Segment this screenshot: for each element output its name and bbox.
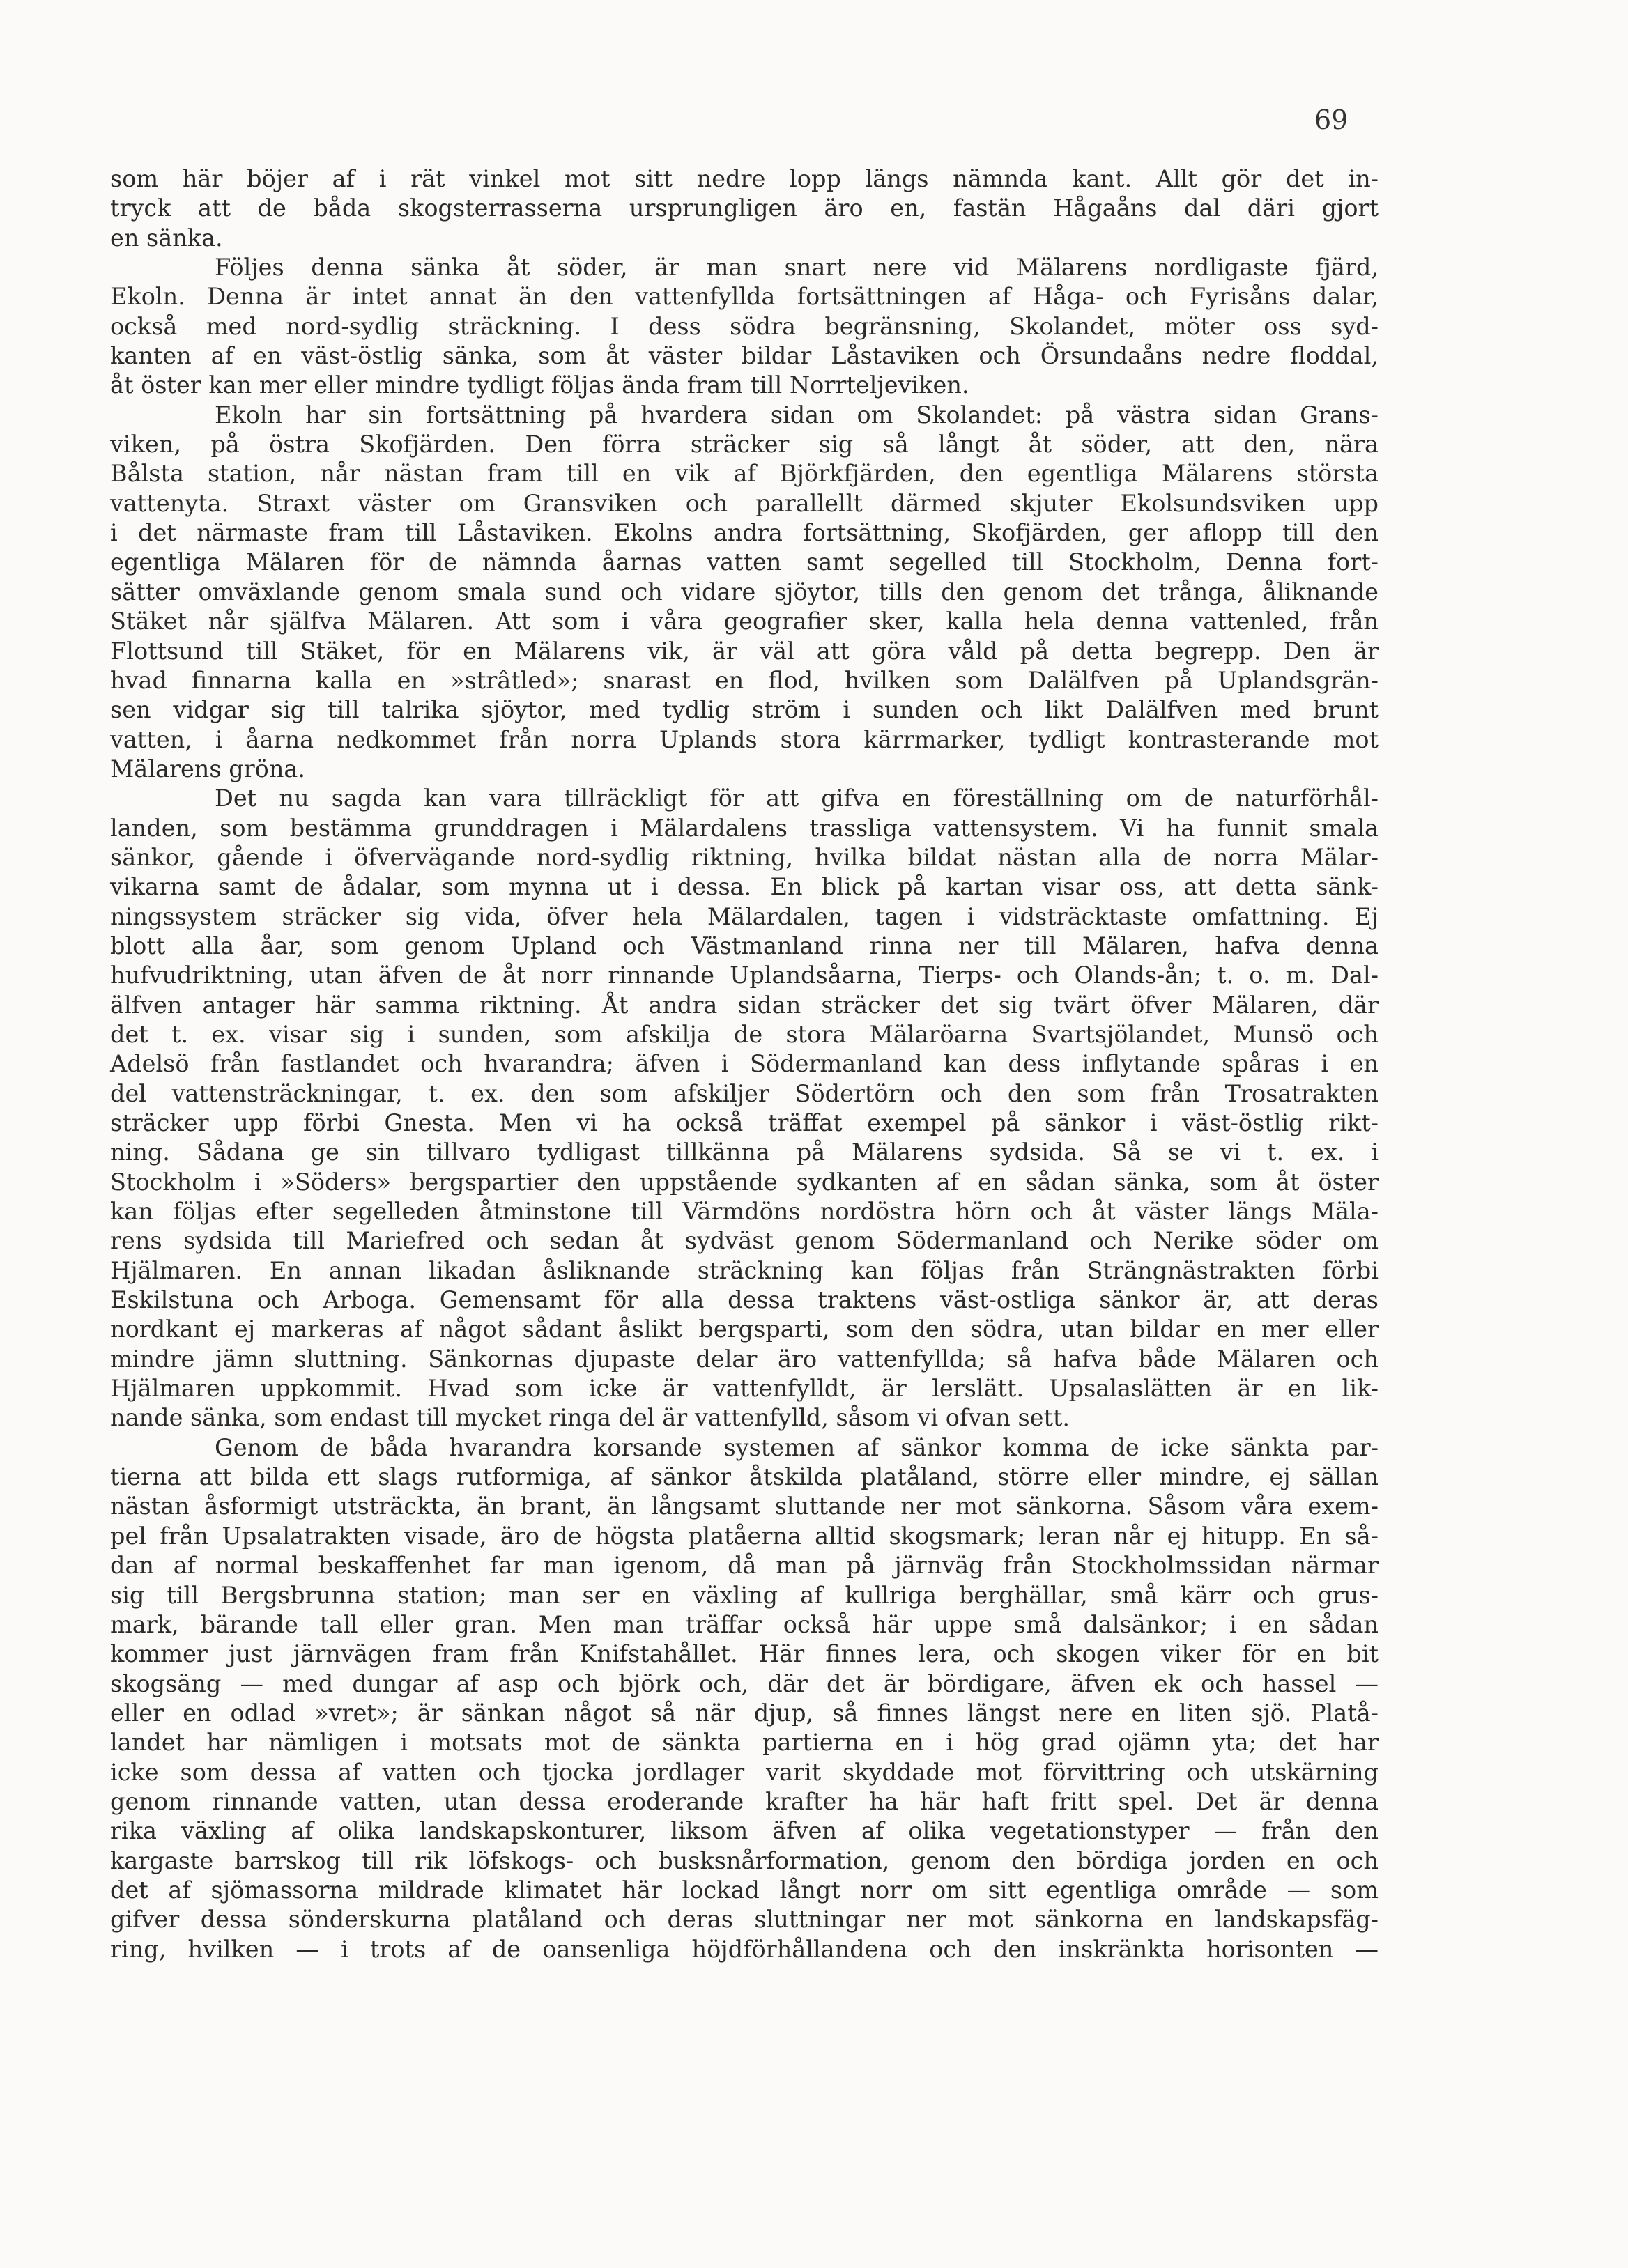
text-line: vatten, i åarna nedkommet från norra Uplands stora kärrmarker, tydligt kontrasterande mot [110, 725, 1379, 753]
text-line: Mälarens gröna. [110, 755, 306, 782]
text-line: mark, bärande tall eller gran. Men man träffar också här uppe små dalsänkor; i en sådan [110, 1610, 1379, 1638]
text-line: Eskilstuna och Arboga. Gemensamt för alla dessa traktens väst-ostliga sänkor är, att deras [110, 1286, 1379, 1314]
text-line: landet har nämligen i motsats mot de sänkta partierna en i hög grad ojämn yta; det har [110, 1729, 1379, 1757]
text-line: rika växling af olika landskapskonturer, liksom äfven af olika vegetationstyper — från den [110, 1817, 1379, 1845]
text-line: ring, hvilken — i trots af de oansenliga höjdförhållandena och den inskränkta horisonten — [110, 1935, 1379, 1963]
text-line: viken, på östra Skofjärden. Den förra sträcker sig så långt åt söder, att den, nära [110, 431, 1379, 458]
text-line: gifver dessa sönderskurna platåland och deras sluttningar ner mot sänkorna en landskapsfäg- [110, 1906, 1379, 1934]
text-line: rens sydsida till Mariefred och sedan åt sydväst genom Södermanland och Nerike söder om [110, 1227, 1379, 1255]
text-line: sträcker upp förbi Gnesta. Men vi ha också träffat exempel på sänkor i väst-östlig rikt- [110, 1109, 1379, 1136]
text-line: eller en odlad »vret»; är sänkan något så när djup, så finnes längst nere en liten sjö. Platå- [110, 1699, 1379, 1727]
text-line: vikarna samt de ådalar, som mynna ut i dessa. En blick på kartan visar oss, att detta sänk- [110, 873, 1379, 901]
text-line: egentliga Mälaren för de nämnda åarnas vatten samt segelled till Stockholm, Denna fort- [110, 548, 1379, 576]
text-line: pel från Upsalatrakten visade, äro de högsta platåerna alltid skogsmark; leran når ej hitupp. En så- [110, 1522, 1379, 1550]
text-line: mindre jämn sluttning. Sänkornas djupaste delar äro vattenfyllda; så hafva både Mälaren och [110, 1345, 1379, 1373]
text-line: Stockholm i »Söders» bergspartier den uppstående sydkanten af en sådan sänka, som åt öster [110, 1168, 1379, 1196]
text-line: det t. ex. visar sig i sunden, som afskilja de stora Mälaröarna Svartsjölandet, Munsö och [110, 1020, 1379, 1048]
text-line: älfven antager här samma riktning. Åt andra sidan sträcker det sig tvärt öfver Mälaren, där [110, 991, 1379, 1019]
text-line: sig till Bergsbrunna station; man ser en växling af kullriga berghällar, små kärr och grus- [110, 1581, 1379, 1609]
text-line: åt öster kan mer eller mindre tydligt följas ända fram till Norrteljeviken. [110, 371, 969, 399]
text-line: Ekoln har sin fortsättning på hvardera sidan om Skolandet: på västra sidan Grans- [215, 401, 1379, 429]
text-line: dan af normal beskaffenhet far man igenom, då man på järnväg från Stockholmssidan närmar [110, 1552, 1379, 1580]
text-line: icke som dessa af vatten och tjocka jordlager varit skyddade mot förvittring och utskärning [110, 1758, 1379, 1786]
text-line: tryck att de båda skogsterrasserna ursprungligen äro en, fastän Hågaåns dal däri gjort [110, 194, 1379, 222]
text-line: Hjälmaren. En annan likadan åsliknande sträckning kan följas från Strängnästrakten förbi [110, 1256, 1379, 1284]
text-line: genom rinnande vatten, utan dessa eroderande krafter ha här haft fritt spel. Det är denna [110, 1787, 1379, 1815]
text-line: del vattensträckningar, t. ex. den som afskiljer Södertörn och den som från Trosatrakten [110, 1079, 1379, 1107]
text-line: hvad finnarna kalla en »strâtled»; snarast en flod, hvilken som Dalälfven på Uplandsgrän- [110, 666, 1379, 694]
text-line: i det närmaste fram till Låstaviken. Ekolns andra fortsättning, Skofjärden, ger aflopp till den [110, 519, 1379, 547]
text-line: nästan åsformigt utsträckta, än brant, än långsamt sluttande ner mot sänkorna. Såsom våra exem- [110, 1492, 1379, 1520]
text-line: kargaste barrskog till rik löfskogs- och busksnårformation, genom den bördiga jorden en och [110, 1846, 1379, 1874]
text-line: kommer just järnvägen fram från Knifstahållet. Här finnes lera, och skogen viker för en bit [110, 1640, 1379, 1668]
text-line: Det nu sagda kan vara tillräckligt för att gifva en föreställning om de naturförhål- [215, 785, 1379, 812]
text-line: sätter omväxlande genom smala sund och vidare sjöytor, tills den genom det trånga, åliknande [110, 578, 1379, 605]
text-line: Ekoln. Denna är intet annat än den vattenfyllda fortsättningen af Håga- och Fyrisåns dalar, [110, 283, 1379, 311]
text-line: det af sjömassorna mildrade klimatet här lockad långt norr om sitt egentliga område — som [110, 1876, 1379, 1904]
text-line: sen vidgar sig till talrika sjöytor, med tydlig ström i sunden och likt Dalälfven med brunt [110, 696, 1379, 724]
text-line: Adelsö från fastlandet och hvarandra; äfven i Södermanland kan dess inflytande spåras i en [110, 1050, 1379, 1078]
text-line: en sänka. [110, 224, 223, 252]
text-line: nande sänka, som endast till mycket ringa del är vattenfylld, såsom vi ofvan sett. [110, 1404, 1070, 1432]
text-line: ning. Sådana ge sin tillvaro tydligast tillkänna på Mälarens sydsida. Så se vi t. ex. i [110, 1139, 1379, 1166]
text-line: tierna att bilda ett slags rutformiga, af sänkor åtskilda platåland, större eller mindre, ej sällan [110, 1463, 1379, 1491]
text-line: blott alla åar, som genom Upland och Västmanland rinna ner till Mälaren, hafva denna [110, 932, 1379, 959]
body-text [110, 164, 1379, 1964]
text-line: landen, som bestämma grunddragen i Mälardalens trassliga vattensystem. Vi ha funnit smala [110, 814, 1379, 842]
text-line: Genom de båda hvarandra korsande systemen af sänkor komma de icke sänkta par- [215, 1433, 1379, 1461]
text-line: kanten af en väst-östlig sänka, som åt väster bildar Låstaviken och Örsundaåns nedre floddal, [110, 342, 1379, 370]
text-line: skogsäng — med dungar af asp och björk och, där det är bördigare, äfven ek och hassel — [110, 1669, 1379, 1697]
text-line: kan följas efter segelleden åtminstone till Värmdöns nordöstra hörn och åt väster längs Mäla- [110, 1198, 1379, 1226]
text-line: också med nord-sydlig sträckning. I dess södra begränsning, Skolandet, möter oss syd- [110, 312, 1379, 340]
text-line: Hjälmaren uppkommit. Hvad som icke är vattenfylldt, är lerslätt. Upsalaslätten är en lik- [110, 1375, 1379, 1403]
text-line: sänkor, gående i öfvervägande nord-sydlig riktning, hvilka bildat nästan alla de norra Mälar- [110, 843, 1379, 871]
text-line: Flottsund till Stäket, för en Mälarens vik, är väl att göra våld på detta begrepp. Den är [110, 637, 1379, 665]
text-line: Bålsta station, når nästan fram till en vik af Björkfjärden, den egentliga Mälarens största [110, 460, 1379, 488]
text-line: ningssystem sträcker sig vida, öfver hela Mälardalen, tagen i vidsträcktaste omfattning. Ej [110, 902, 1379, 930]
text-line: nordkant ej markeras af något sådant åslikt bergsparti, som den södra, utan bildar en mer eller [110, 1316, 1379, 1343]
text-line: som här böjer af i rät vinkel mot sitt nedre lopp längs nämnda kant. Allt gör det in- [110, 165, 1379, 192]
text-line: Stäket når själfva Mälaren. Att som i våra geografier sker, kalla hela denna vattenled, från [110, 608, 1379, 635]
page-number: 69 [1314, 105, 1349, 135]
text-line: Följes denna sänka åt söder, är man snart nere vid Mälarens nordligaste fjärd, [215, 254, 1379, 281]
text-line: hufvudriktning, utan äfven de åt norr rinnande Uplandsåarna, Tierps- och Olands-ån; t. o. m. Dal- [110, 962, 1379, 989]
text-line: vattenyta. Straxt väster om Gransviken och parallellt därmed skjuter Ekolsundsviken upp [110, 489, 1379, 517]
